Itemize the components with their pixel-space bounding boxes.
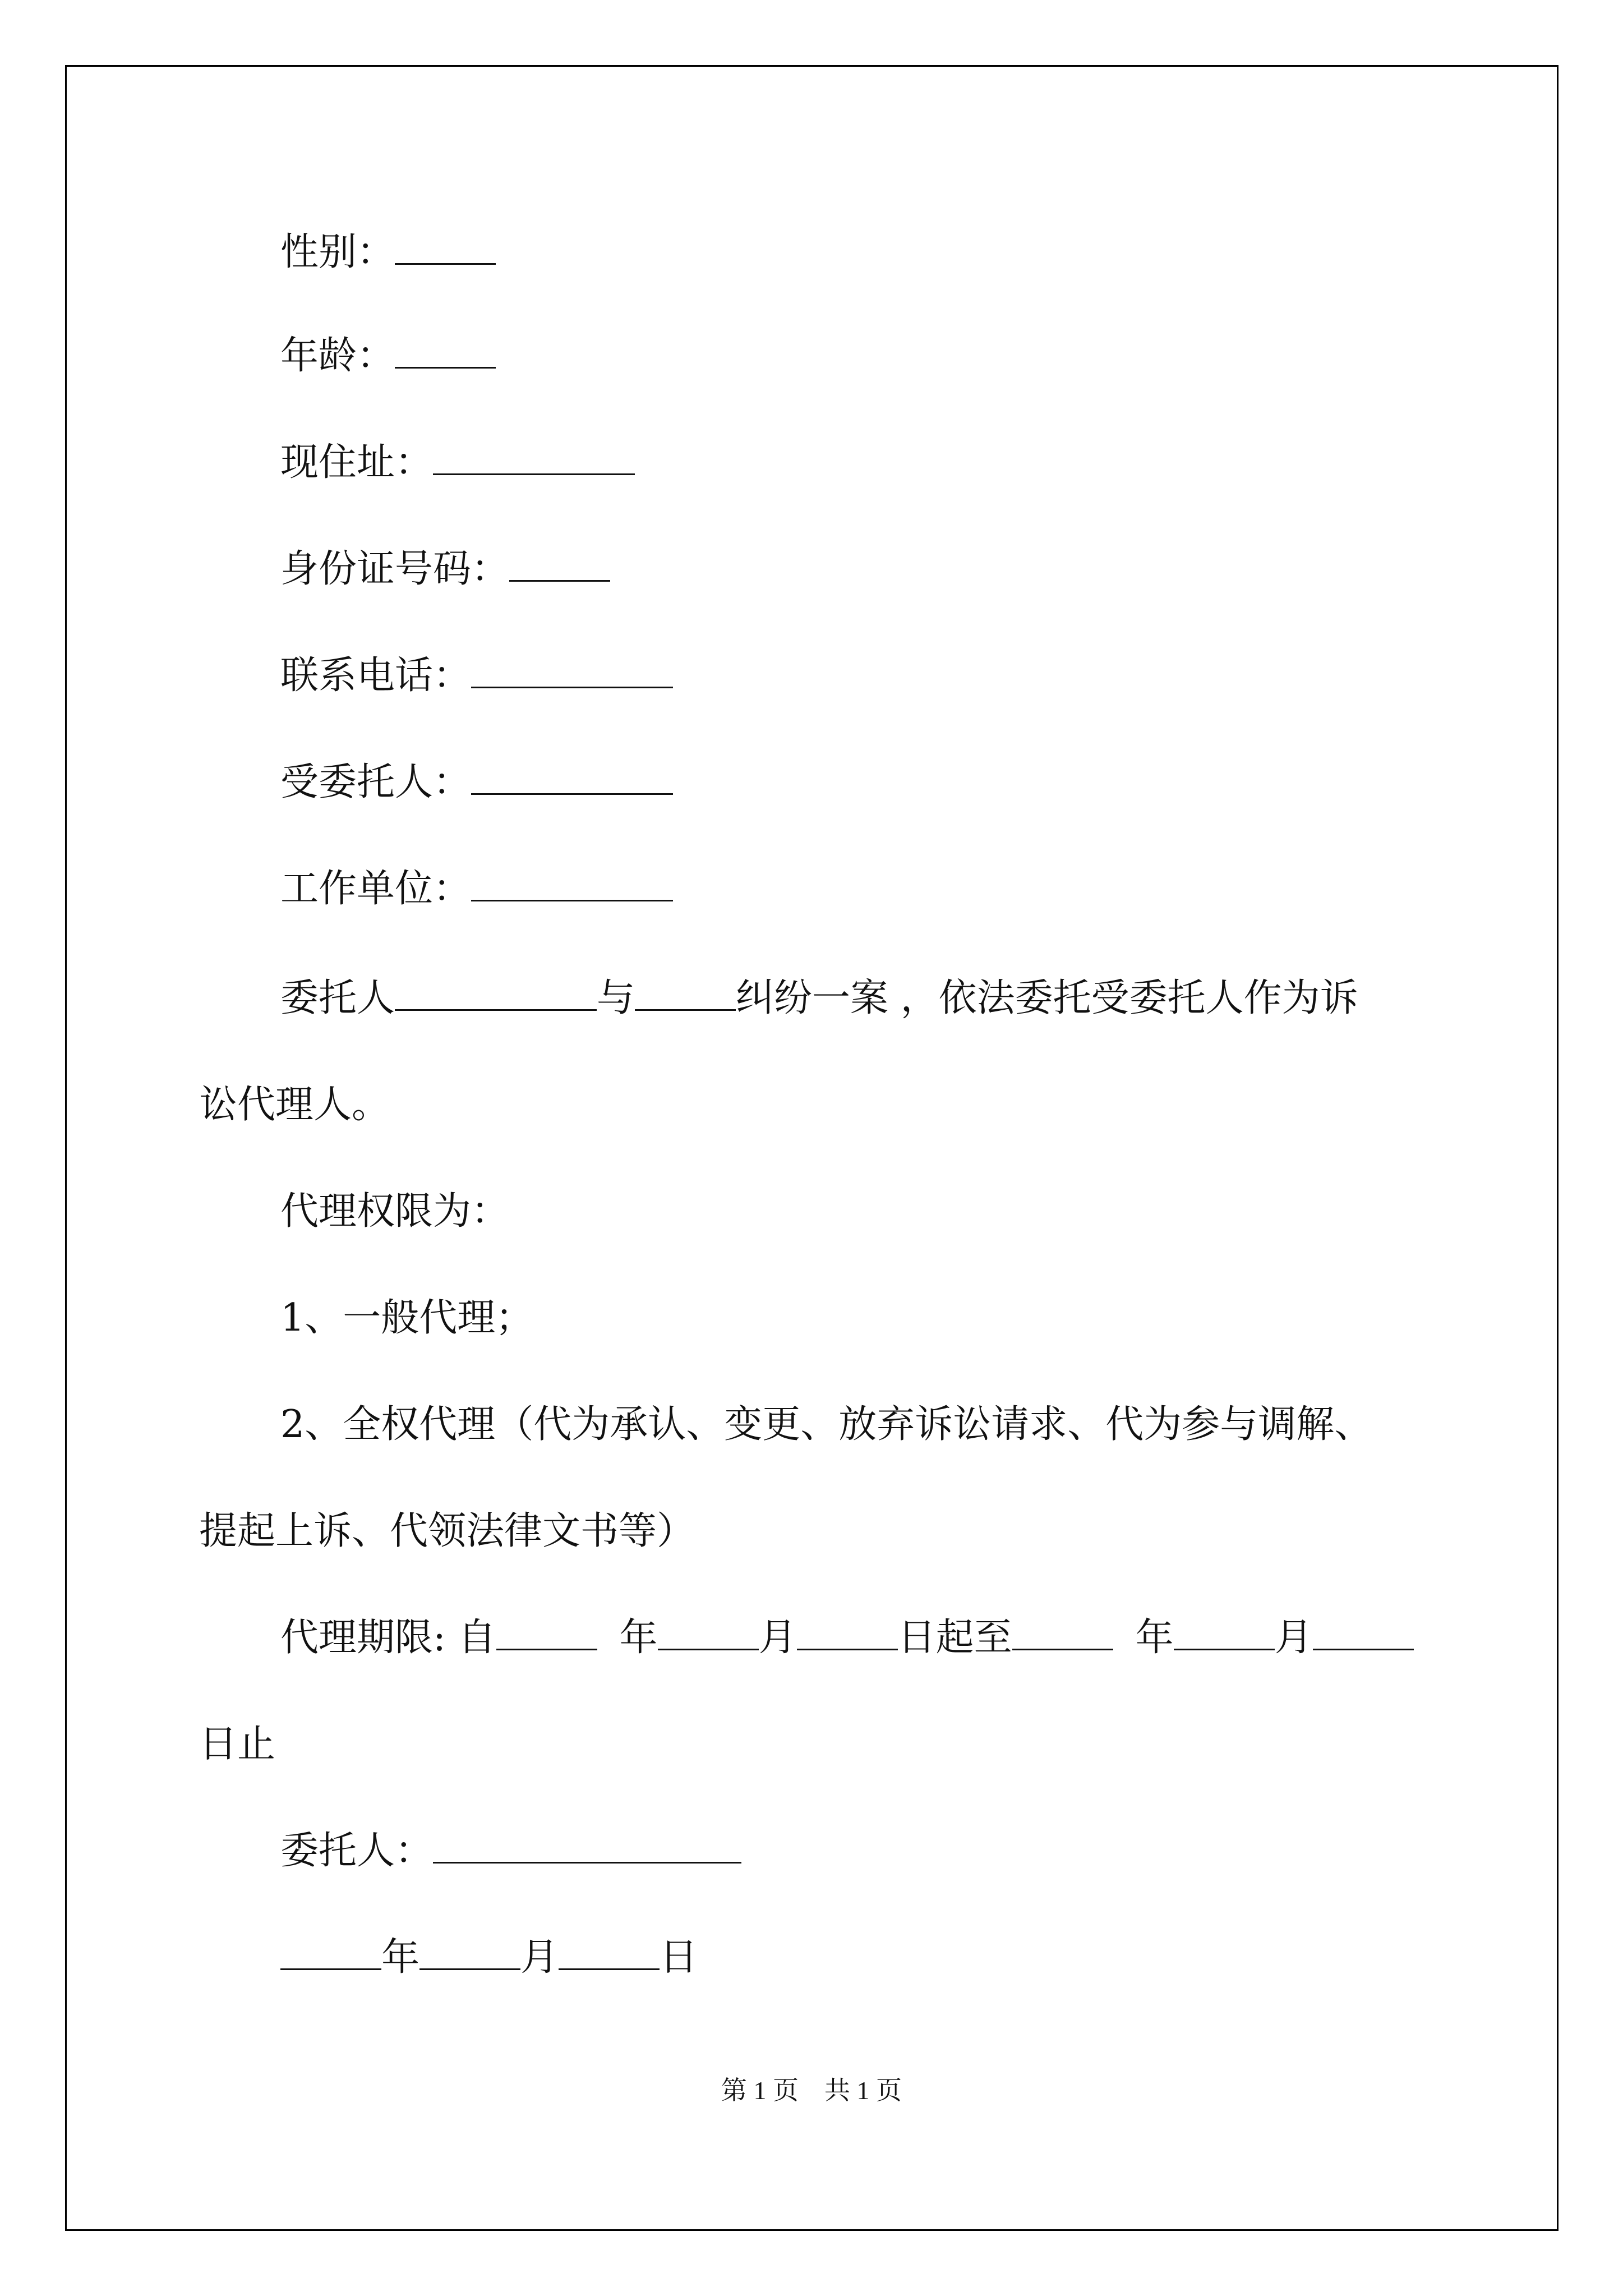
authority-heading: 代理权限为： xyxy=(280,1189,510,1234)
term-year-1: 年 xyxy=(619,1616,658,1660)
page-footer: 第 1 页 共 1 页 xyxy=(721,2076,902,2105)
age-line xyxy=(280,331,496,381)
authority-item-1: 1、一般代理； xyxy=(280,1296,534,1340)
term-end-month-blank[interactable] xyxy=(1174,1616,1275,1650)
age-blank[interactable] xyxy=(395,334,496,369)
signature-date-line xyxy=(280,1932,698,1983)
workplace-blank[interactable] xyxy=(471,867,673,901)
signature-year-text: 年 xyxy=(381,1935,420,1980)
signature-principal-line xyxy=(280,1826,741,1876)
case-dispute-text: 纠纷一案 ，依法委托受委托人作为诉 xyxy=(736,976,1358,1020)
term-label: 代理期限: 自 xyxy=(280,1616,496,1660)
gender-line xyxy=(280,227,496,278)
signature-day-text: 日 xyxy=(660,1935,698,1980)
case-principal-text: 委托人 xyxy=(280,976,395,1020)
case-line-1 xyxy=(280,973,1358,1024)
address-blank[interactable] xyxy=(433,441,635,475)
workplace-label: 工作单位： xyxy=(280,867,472,911)
page-border xyxy=(65,65,1559,2231)
id-number-line xyxy=(280,544,610,595)
case-and-text: 与 xyxy=(597,976,635,1020)
term-start-day-blank[interactable] xyxy=(797,1616,898,1650)
gender-label: 性别： xyxy=(280,230,395,274)
id-number-blank[interactable] xyxy=(509,547,610,582)
agent-blank[interactable] xyxy=(471,761,673,795)
agent-label: 受委托人： xyxy=(280,760,472,804)
term-end-day-blank[interactable] xyxy=(1313,1616,1414,1650)
term-start-year-blank[interactable] xyxy=(496,1616,597,1650)
id-number-label: 身份证号码： xyxy=(280,547,510,591)
authority-item-2-line-2: 提起上诉、代领法律文书等） xyxy=(199,1509,695,1553)
agent-line xyxy=(280,757,673,808)
signature-day-blank[interactable] xyxy=(559,1936,660,1970)
age-label: 年龄： xyxy=(280,334,395,378)
term-end-year-blank[interactable] xyxy=(1012,1616,1113,1650)
phone-blank[interactable] xyxy=(471,654,673,688)
case-principal-blank[interactable] xyxy=(395,977,597,1011)
signature-month-text: 月 xyxy=(520,1935,559,1980)
phone-line xyxy=(280,651,673,701)
term-month-1: 月 xyxy=(758,1616,797,1660)
term-month-2: 月 xyxy=(1274,1616,1313,1660)
term-day-from: 日起至 xyxy=(897,1616,1012,1660)
gender-blank[interactable] xyxy=(395,231,496,265)
signature-month-blank[interactable] xyxy=(419,1936,520,1970)
address-label: 现住址： xyxy=(280,440,434,485)
signature-principal-label: 委托人： xyxy=(280,1829,434,1873)
term-start-month-blank[interactable] xyxy=(658,1616,759,1650)
case-line-2: 讼代理人。 xyxy=(199,1083,390,1127)
signature-principal-blank[interactable] xyxy=(433,1829,741,1864)
address-line xyxy=(280,438,635,488)
phone-label: 联系电话： xyxy=(280,654,472,698)
case-party-blank[interactable] xyxy=(635,977,736,1011)
term-line xyxy=(280,1613,1414,1663)
authority-item-2-line-1: 2、全权代理（代为承认、变更、放弃诉讼请求、代为参与调解、 xyxy=(280,1402,1373,1447)
signature-year-blank[interactable] xyxy=(280,1936,381,1970)
workplace-line xyxy=(280,864,673,914)
term-year-2: 年 xyxy=(1135,1616,1174,1660)
term-end-line: 日止 xyxy=(199,1722,276,1766)
